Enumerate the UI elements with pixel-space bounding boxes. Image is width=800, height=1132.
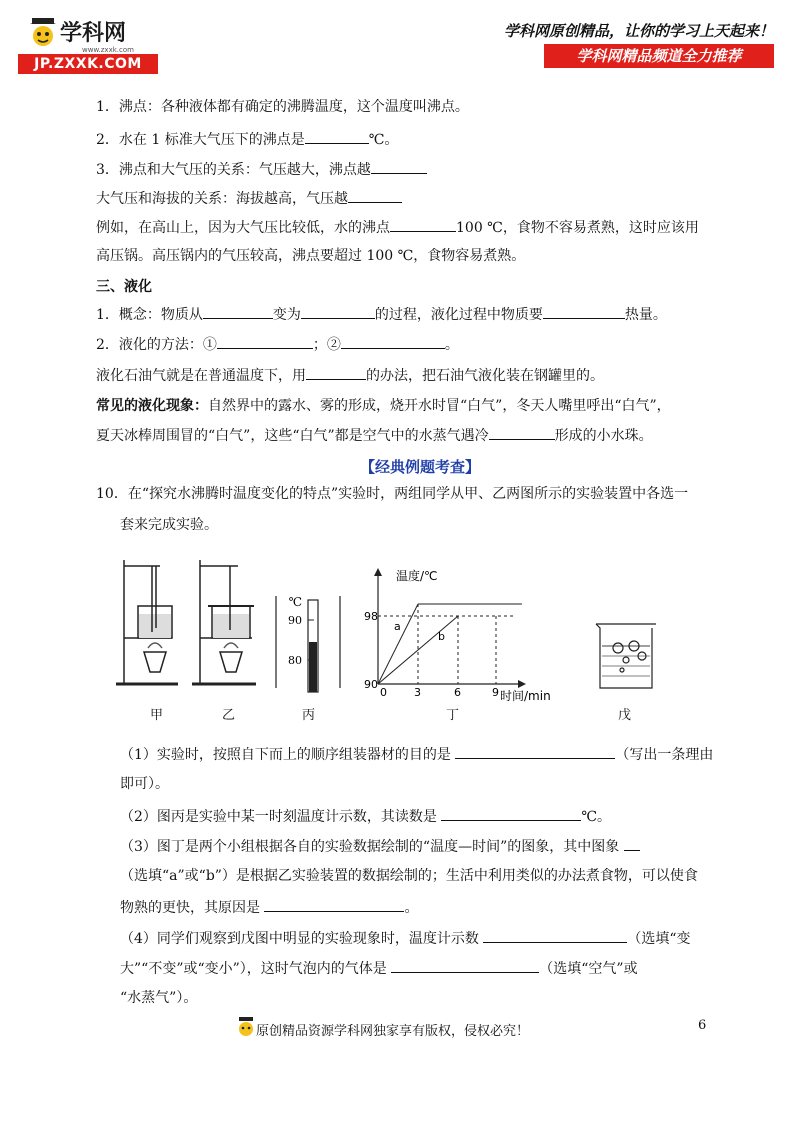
thermometer-bing <box>288 595 318 692</box>
answer-blank[interactable] <box>455 744 615 759</box>
answer-blank[interactable] <box>624 836 640 851</box>
logo-text: 学科网 <box>60 21 127 46</box>
subquestion-4-end: “水蒸气”）。 <box>120 990 198 1006</box>
blank[interactable] <box>203 304 273 319</box>
blank[interactable] <box>301 304 375 319</box>
graph-x6: 6 <box>454 686 461 699</box>
blank[interactable] <box>371 159 427 174</box>
line-pressure-relation: 3．沸点和大气压的关系：气压越大，沸点越 <box>96 159 427 180</box>
question-stem: 10．在“探究水沸腾时温度变化的特点”实验时，两组同学从甲、乙两图所示的实验装置中各选一 <box>96 486 689 502</box>
subquestion-4: （4）同学们观察到戊图中明显的实验现象时，温度计示数 （选填“变 <box>120 928 691 949</box>
line-example: 例如，在高山上，因为大气压比较低，水的沸点 100 ℃，食物不容易煮熟，这时应该用 <box>96 217 699 238</box>
blank[interactable] <box>305 129 369 144</box>
graph-ylabel: 温度/℃ <box>396 569 438 583</box>
answer-blank[interactable] <box>483 928 627 943</box>
subquestion-3-reason: 物熟的更快，其原因是 。 <box>120 897 418 918</box>
blank[interactable] <box>306 365 366 380</box>
graph-ding <box>364 568 551 703</box>
line-boiling-point: 1．沸点：各种液体都有确定的沸腾温度，这个温度叫沸点。 <box>96 99 469 115</box>
figure-label-ding: 丁 <box>446 708 460 723</box>
section-liquefaction: 三、液化 <box>96 279 152 295</box>
line-methods: 2．液化的方法：① ；② 。 <box>96 334 459 355</box>
figure-label-bing: 丙 <box>302 708 316 723</box>
answer-blank[interactable] <box>391 958 539 973</box>
line-popsicle: 夏天冰棒周围冒的“白气”，这些“白气”都是空气中的水蒸气遇冷 形成的小水珠。 <box>96 425 653 446</box>
blank[interactable] <box>348 188 402 203</box>
graph-x9: 9 <box>492 686 499 699</box>
logo-url: JP.ZXXK.COM <box>18 54 158 74</box>
graph-line-a: a <box>394 620 401 633</box>
blank[interactable] <box>489 425 555 440</box>
mascot-icon <box>28 16 58 52</box>
thermo-tick-80: 80 <box>288 654 302 667</box>
answer-blank[interactable] <box>264 897 404 912</box>
apparatus-yi <box>192 560 256 684</box>
section-title: 【经典例题考查】 <box>360 458 481 476</box>
subquestion-1: （1）实验时，按照自下而上的顺序组装器材的目的是 （写出一条理由 <box>120 744 713 765</box>
question-stem-2: 套来完成实验。 <box>120 517 218 533</box>
figure-label-wu: 戊 <box>618 708 632 723</box>
graph-line-b: b <box>438 630 445 643</box>
subquestion-4-cont: 大”“不变”或“变小”），这时气泡内的气体是 （选填“空气”或 <box>120 958 638 979</box>
page-number: 6 <box>698 1018 707 1033</box>
line-altitude-relation: 大气压和海拔的关系：海拔越高，气压越 <box>96 188 402 209</box>
footer-copyright: 原创精品资源学科网独家享有版权，侵权必究！ <box>256 1024 530 1039</box>
blank[interactable] <box>390 217 456 232</box>
graph-y90: 90 <box>364 678 378 691</box>
footer-mascot-icon <box>236 1016 256 1042</box>
line-phenomena: 常见的液化现象：自然界中的露水、雾的形成，烧开水时冒“白气”，冬天人嘴里呼出“白气”， <box>96 398 671 414</box>
graph-x3: 3 <box>414 686 421 699</box>
slogan: 学科网原创精品，让你的学习上天起来！ <box>503 22 774 40</box>
figure-label-jia: 甲 <box>150 708 164 723</box>
figure-label-yi: 乙 <box>222 708 236 723</box>
graph-xlabel: 时间/min <box>500 689 551 703</box>
line-lpg: 液化石油气就是在普通温度下，用 的办法，把石油气液化装在钢罐里的。 <box>96 365 604 386</box>
experiment-figures <box>112 548 732 728</box>
subquestion-2: （2）图丙是实验中某一时刻温度计示数，其读数是 ℃。 <box>120 806 611 827</box>
blank[interactable] <box>217 334 313 349</box>
subquestion-3: （3）图丁是两个小组根据各自的实验数据绘制的“温度—时间”的图象，其中图象 <box>120 836 640 857</box>
line-pressure-cooker: 高压锅。高压锅内的气压较高，沸点要超过 100 ℃，食物容易煮熟。 <box>96 248 526 264</box>
graph-x0: 0 <box>380 686 387 699</box>
subquestion-1-cont: 即可）。 <box>120 776 169 792</box>
blank[interactable] <box>543 304 625 319</box>
beaker-wu <box>596 624 656 688</box>
thermo-unit: ℃ <box>288 595 302 609</box>
thermo-tick-90: 90 <box>288 614 302 627</box>
subquestion-3-cont: （选填“a”或“b”）是根据乙实验装置的数据绘制的；生活中利用类似的办法煮食物，可以使食 <box>120 868 698 884</box>
line-concept: 1．概念：物质从 变为 的过程，液化过程中物质要 热量。 <box>96 304 667 325</box>
graph-y98: 98 <box>364 610 378 623</box>
channel-banner: 学科网精品频道全力推荐 <box>544 44 774 68</box>
line-water-boiling: 2．水在 1 标准大气压下的沸点是 ℃。 <box>96 129 398 150</box>
site-logo <box>18 16 158 74</box>
apparatus-jia <box>116 560 178 684</box>
logo-sub: www.zxxk.com <box>82 46 134 54</box>
answer-blank[interactable] <box>441 806 581 821</box>
blank[interactable] <box>341 334 445 349</box>
